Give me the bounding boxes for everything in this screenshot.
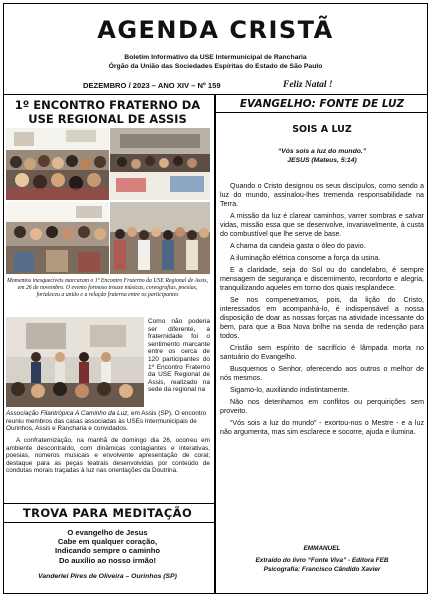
trova-author: Vanderlei Pires de Oliveira – Ourinhos (SP) — [38, 573, 177, 580]
event-photo-audience-1 — [6, 128, 109, 200]
masthead-info-row — [3, 80, 428, 94]
event-photo-audience-2 — [6, 202, 109, 274]
newsletter-title: AGENDA CRISTÃ — [97, 16, 334, 44]
evangelho-section-header: EVANGELHO: FONTE DE LUZ — [216, 96, 428, 113]
venue-name: Associação Filantrópica A Caminho da Luz, — [6, 410, 130, 417]
encontro-body: A confraternização, na manhã de domingo dia 26, ocorreu em ambiente descontraído, com dinâmicas contagiantes e interativas, poesias, números musicais e envolvente apresentação de coral; destaque para as peças teatrais desenvolvidas por conteúdo de condutas morais traçadas à luz nas orientações da Doutrina. — [6, 437, 210, 475]
evangelho-paragraph: Sigamo-lo, auxiliando indistintamente. — [230, 385, 350, 394]
evangelho-paragraph: A missão da luz é clarear caminhos, varrer sombras e salvar vidas, missão essa que se desenvolve, invariavelmente, à custa do combustível que lhe serve de base. — [220, 211, 424, 238]
evangelho-paragraph: Se nos compenetramos, pois, da lição do Cristo, interessados em acompanhá-lo, é indispensável a nossa disposição de doar as nossas forças na atividade incessante do bem, para que a Boa Nova brilhe na senda de redenção para todos. — [220, 295, 424, 340]
epigraph-reference: JESUS (Mateus, 5:14) — [287, 156, 357, 164]
trova-line: Cabe em qualquer coração, — [57, 537, 158, 547]
evangelho-paragraph: “Vós sois a luz do mundo” - exortou-nos o Mestre - e a luz não argumenta, mas sim esclarece e socorre, ajuda e ilumina. — [220, 418, 424, 436]
evangelho-epigraph — [218, 148, 426, 165]
encontro-title-line-2: USE REGIONAL DE ASSIS — [28, 112, 187, 126]
venue-details: em Assis (SP). O encontro reuniu membros das casas associadas às USEs Intermunicipais de Ourinhos, Assis e Rancharia e convidados. — [6, 410, 207, 433]
source-book: Extraído do livro “Fonte Viva” - Editora FEB — [255, 557, 389, 565]
trova-verse — [6, 528, 209, 565]
psychography-credit: Psicografia: Francisco Cândido Xavier — [263, 565, 381, 573]
encontro-intro-text: Como não poderia ser diferente, a fraternidade foi o sentimento marcante entre os cerca de 120 participantes do 1º Encontro Fraterno da USE Regional de Assis, realizado na sede da regional na — [148, 318, 210, 394]
evangelho-paragraph: Busquemos o Senhor, oferecendo aos outros o melhor de nós mesmos. — [220, 364, 424, 382]
evangelho-subtitle: SOIS A LUZ — [292, 124, 352, 135]
column-divider — [214, 95, 216, 594]
trova-title: TROVA PARA MEDITAÇÃO — [22, 506, 193, 520]
evangelho-paragraph: Não nos detenhamos em conflitos ou perquirições sem proveito. — [220, 397, 424, 415]
evangelho-paragraph: E a claridade, seja do Sol ou do candelabro, é sempre mensagem de segurança e discernimento, reconforto e alegria, tranquilizando aqueles em torno dos quais resplandece. — [220, 266, 424, 292]
trova-line: O evangelho de Jesus — [67, 528, 148, 537]
event-photo-hall-1 — [110, 128, 210, 200]
encontro-title — [6, 98, 209, 126]
trova-line: Indicando sempre o caminho — [54, 546, 161, 556]
christmas-greeting: Feliz Natal ! — [283, 80, 333, 90]
newsletter-organization: Órgão da União das Sociedades Espíritas do Estado de São Paulo — [108, 63, 323, 70]
event-photo-group — [110, 202, 210, 274]
evangelho-body — [220, 182, 424, 440]
photos-caption: Momentos inesquecíveis marcaram o 1º Encontro Fraterno da USE Regional de Assis, em 26 de novembro. O evento formoso trouxe músicas, coreografias, poesias, fortaleceu a união e a relação fraterna entre os participantes — [7, 278, 208, 298]
encontro-location-text — [6, 410, 210, 433]
evangelho-credits — [218, 545, 426, 574]
event-photo-speakers — [6, 317, 144, 407]
trova-line: Do auxílio ao nosso irmão! — [58, 555, 157, 565]
evangelho-paragraph: Quando o Cristo designou os seus discípulos, como sendo a luz do mundo, assinalou-lhes tremenda responsabilidade na Terra. — [220, 182, 424, 208]
issue-info: DEZEMBRO / 2023 – ANO XIV – Nº 159 — [83, 81, 221, 90]
encontro-title-line-1: 1º ENCONTRO FRATERNO DA — [14, 98, 201, 112]
author-signature: EMMANUEL — [303, 545, 341, 552]
evangelho-paragraph: A iluminação elétrica consome a força da usina. — [230, 253, 381, 262]
epigraph-quote: “Vós sois a luz do mundo.” — [277, 148, 367, 155]
evangelho-paragraph: Cristão sem espírito de sacrifício é lâmpada morta no santuário do Evangelho. — [220, 343, 424, 361]
newsletter-subtitle: Boletim Informativo da USE Intermunicipal de Rancharia — [124, 54, 307, 61]
evangelho-paragraph: A chama da candeia gasta o óleo do pavio. — [230, 241, 366, 250]
masthead — [3, 3, 428, 95]
